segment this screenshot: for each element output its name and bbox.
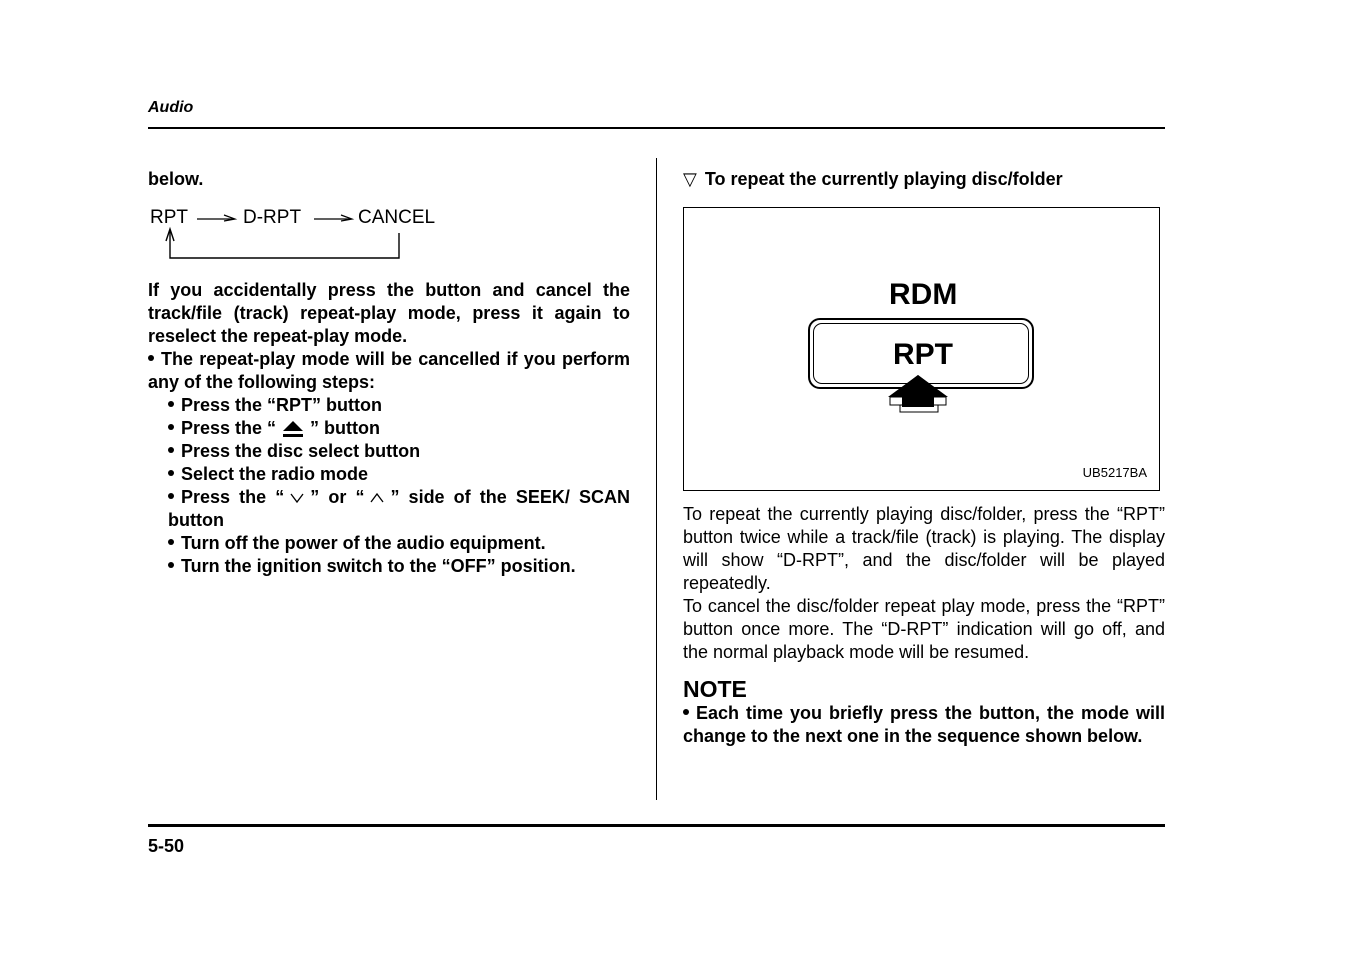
rpt-button-figure bbox=[683, 207, 1160, 491]
bullet-icon bbox=[168, 447, 174, 453]
seek-up-icon bbox=[370, 492, 384, 504]
bullet-icon bbox=[168, 470, 174, 476]
rpt-label: RPT bbox=[893, 338, 953, 371]
note-text: Each time you briefly press the button, the mode will change to the next one in the sequence shown below. bbox=[683, 703, 1165, 746]
eject-icon bbox=[282, 420, 304, 438]
bullet-icon bbox=[148, 355, 154, 361]
arrow-right-icon bbox=[314, 215, 352, 221]
sequence-cancel: CANCEL bbox=[358, 207, 436, 228]
sequence-d-rpt: D-RPT bbox=[243, 207, 302, 228]
return-loop-icon bbox=[166, 229, 399, 258]
bullet-icon bbox=[168, 424, 174, 430]
cancel-repeat-instructions: To cancel the disc/folder repeat play mode, press the “RPT” button once more. The “D-RPT” indication will go off, and the normal playback mode will be resumed. bbox=[683, 596, 1165, 662]
accidental-cancel-text: If you accidentally press the button and cancel the track/file (track) repeat-play mode, press it again to reselect the repeat-play mode. bbox=[148, 280, 630, 346]
list-item: Press the “RPT” button bbox=[148, 394, 630, 417]
bullet-icon bbox=[168, 539, 174, 545]
column-divider bbox=[656, 158, 657, 800]
mode-sequence-diagram bbox=[148, 207, 630, 261]
bullet-icon bbox=[168, 401, 174, 407]
bullet-icon bbox=[683, 709, 689, 715]
note-heading: NOTE bbox=[683, 676, 747, 702]
figure-code: UB5217BA bbox=[1082, 465, 1147, 480]
subsection-heading: ▽ To repeat the currently playing disc/folder bbox=[683, 169, 1063, 189]
sequence-rpt: RPT bbox=[150, 207, 188, 228]
header-rule bbox=[148, 127, 1165, 129]
bullet-icon bbox=[168, 562, 174, 568]
triangle-down-icon: ▽ bbox=[683, 169, 697, 189]
footer-rule bbox=[148, 824, 1165, 827]
cancel-conditions-intro: The repeat-play mode will be cancelled if you perform any of the following steps: bbox=[148, 349, 630, 392]
right-column bbox=[683, 168, 1165, 748]
list-item: Press the “ ” button bbox=[148, 417, 630, 440]
list-item: Press the “ ” or “ ” side of the SEEK/ SCAN button bbox=[168, 487, 630, 530]
page-number: 5-50 bbox=[148, 836, 185, 856]
list-item: Turn off the power of the audio equipment. bbox=[148, 532, 630, 555]
rdm-label: RDM bbox=[889, 278, 958, 311]
seek-down-icon bbox=[290, 492, 304, 504]
arrow-right-icon bbox=[197, 215, 235, 221]
left-column bbox=[148, 168, 630, 578]
bullet-icon bbox=[168, 493, 174, 499]
section-title: Audio bbox=[148, 99, 194, 116]
repeat-instructions: To repeat the currently playing disc/folder, press the “RPT” button twice while a track/file (track) is playing. The display will show “D-RPT”, and the disc/folder will be played repeatedly. bbox=[683, 504, 1165, 593]
list-item: Turn the ignition switch to the “OFF” position. bbox=[148, 555, 630, 578]
list-item: Select the radio mode bbox=[148, 463, 630, 486]
press-arrow-icon bbox=[886, 373, 950, 425]
list-item: Press the disc select button bbox=[148, 440, 630, 463]
cancel-steps-list bbox=[148, 394, 630, 578]
lead-text: below. bbox=[148, 169, 204, 189]
sequence-arrows bbox=[148, 207, 448, 263]
